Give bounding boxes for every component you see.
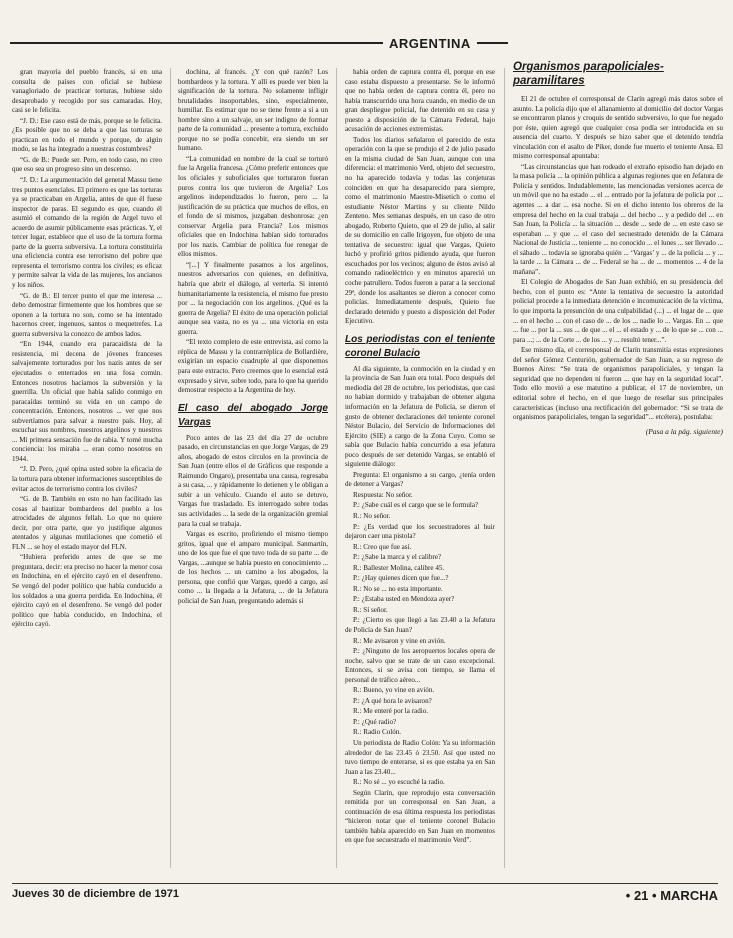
paragraph: R.: Sí señor. bbox=[353, 605, 388, 614]
paragraph: P.: ¿Sabe la marca y el calibre? bbox=[353, 553, 442, 562]
column-2-body-top bbox=[178, 68, 328, 396]
paragraph: P.: ¿Estaba usted en Mendoza ayer? bbox=[353, 595, 455, 604]
col2-subhead: El caso del abogado Jorge Vargas bbox=[178, 402, 328, 428]
paragraph: P.: ¿Qué radio? bbox=[353, 717, 397, 726]
column-divider bbox=[170, 68, 171, 868]
paragraph: “El texto completo de este entrevista, así como la réplica de Massu y la contrarréplica de Bollardière, exigirían un espacio cuadruple al que disponemos para este extracto. Pero creemos que lo esencial está expresado y sirve, sobre todo, para lo que ha querido demostrar respecto a la Argentina de hoy. bbox=[178, 338, 328, 395]
col4-title: Organismos parapoliciales-paramilitares bbox=[513, 61, 664, 87]
paragraph: gran mayoría del pueblo francés, si en una consulta de países con oficial se hubiese vanagloriado de practicar torturas, hubiese sido desaprobado y recogido por sus camaradas. Hoy, casi se le felicita. bbox=[12, 68, 162, 115]
column-1 bbox=[12, 68, 162, 868]
paragraph: R.: Radio Colón. bbox=[353, 728, 402, 737]
paragraph: Vargas es escrito, profiriendo el mismo tiempo gritos, igual que el amparo municipal. Sanmartín, uno de los que fue el que tuvo toda de su parte ... de Vargas, ...aunque se había puesto en conocimiento ... de los hechos ... un camino a los abogados, la persona, que confió que Vargas, quedó a cargo, así como ... la llegada a la Jefatura, ... de la Jefatura policial de San Juan, preguntando además si bbox=[178, 530, 328, 605]
paragraph: R.: Creo que fue así. bbox=[353, 542, 412, 551]
paragraph: Todos los diarios señalaron el parecido de esta operación con la que se produjo el 2 de julio pasado en la misma ciudad de San Juan, aunque con una diferencia: el matrimonio Verd, objeto del secuestro, no ha aparecido todavía y todas las conjeturas coinciden en que ha desaparecido para siempre, como el matrimonio Maestre-Misetich o como el estudiante Néstor Martins y su cliente Nildo Zenteno. Mes semanas después, en un caso de otro abogado, Roberto Quieto, que el 29 de julio, al salir de su domicilio en calle Irigoyen, fue objeto de una tentativa de secuestro: igual que Vargas, Quieto luchó y profirió gritos pidiendo ayuda, que fueron escuchados por los vecinos; alguno de éstos avisó al comando radioeléctrico y en minutos apareció un coche patrullero. Todos fueron a parar a la seccional 29ª, donde los asaltantes se dieron a conocer como policías. Inmediatamente después, Quieto fue declarado detenido y puesto a disposición del Poder Ejecutivo. bbox=[345, 135, 495, 326]
paragraph: R.: No se ... no esta importante. bbox=[353, 584, 443, 593]
column-2-body-bottom bbox=[178, 434, 328, 607]
paragraph: Respuesta: No señor. bbox=[353, 490, 413, 499]
paragraph: “En 1944, cuando era paracaidista de la resistencia, mi decena de jóvenes franceses salvajemente torturados por los nazis antes de ser ejecutados o enterrados en una fosa común. Entonces nosotros hacíamos la subversión y la guerrilla. Un oficial que había salido conmigo en paracaídas terminó su vida en un campo de concentración. Entonces, nosotros ... ver que nos subvertíamos para salvar a nuestro país. Hoy, al escuchar sus nombres, nuestros argelinos y nuestros ... Mi primera sensación fue de rabia. Y tomé mucha conciencia: los miraba ... eran como nosotros en 1944. bbox=[12, 340, 162, 463]
column-2 bbox=[178, 68, 328, 868]
paragraph: P.: ¿Sabe cuál es el cargo que se le formula? bbox=[353, 501, 479, 510]
paragraph: El Colegio de Abogados de San Juan exhibió, en su presidencia del hecho, con el punto es: “Ante la tentativa de secuestro la autoridad policial procede a la inmediata detención e incomunicación de la víctima, lo que importa la presunción de una culpabilidad (...) ... el lugar de ... que ... en el hecho ... con el caso de ... de los ... nadie lo ... Vargas. En ... que ... fue ... por la ... sus ... de que ... el ... el estado y ... de lo que se ... con ... para ...; ... de la Corte ... de los ... y ... resultó tener...”. bbox=[513, 278, 723, 344]
paragraph: Poco antes de las 23 del día 27 de octubre pasado, en circunstancias en que Jorge Vargas, de 29 años, abogado de estos círculos en la provincia de San Juan (entre ellos el de Gráficos que responde a Raimundo Ongaro), presentaba una causa, regresaba a su casa, ... y rápidamente lo detienen y le obligan a subir a un vehículo. Cuando el auto se detuvo, Vargas fue trasladado. Es interrogado sobre todas sus actividades ... la sede de la organización gremial para la cual se trabaja. bbox=[178, 433, 328, 528]
bullet-icon: • bbox=[652, 888, 657, 903]
paragraph: P.: ¿Ninguno de los aeropuertos locales opera de noche, salvo que se trate de un caso excepcional. Entonces, si se avisa con tiempo, se llama el personal de tráfico aéreo... bbox=[345, 647, 495, 684]
paragraph: “G. de B.: Puede ser. Pero, en todo caso, no creo que eso sea un progreso sino un descenso. bbox=[12, 155, 162, 174]
magazine-name: MARCHA bbox=[660, 888, 718, 903]
paragraph: R.: Bueno, yo vine en avión. bbox=[353, 686, 435, 695]
paragraph: Ese mismo día, el corresponsal de Clarín transmitía estas expresiones del señor Gómez Centurión, gobernador de San Juan, a su regreso de Buenos Aires: “Se trata de organismos parapoliciales, y tengan la seguridad que no dependen ni fueron ... que hay en la seguridad local”. Todo ello movió a ese matutino a publicar, el 17 de noviembre, un editorial sobre el hecho, en el que luego de reseñar sus principales características (incluso una rectificación del gobernador: “Si se trata de organismos parapoliciales, tengan la seguridad”... etcétera), postulaba: bbox=[513, 346, 723, 422]
paragraph: “J. D.: Ese caso está de más, porque se le felicita. ¿Es posible que no se deba a que las torturas se practican en todo el mundo y porque, de algún modo, se las ha integrado a nuestras costumbres? bbox=[12, 116, 162, 154]
paragraph: El 21 de octubre el corresponsal de Clarín agregó más datos sobre el asunto. La policía dijo que el allanamiento al domicilio del doctor Vargas se encontraron planos y croquis de sentido subversivo, lo que fue negado por éste, quien agregó que cualquier cosa podía ser introducida en su ausencia del cuarto. Y después se hizo saber que el detenido tendría vinculación con el asalto de Píker, donde fue muerto el teniente Ansa. El mismo corresponsal apuntaba: bbox=[513, 95, 723, 161]
column-3-body-bottom bbox=[345, 365, 495, 846]
column-divider bbox=[504, 68, 505, 868]
column-4-body bbox=[513, 95, 723, 423]
paragraph: Al día siguiente, la conmoción en la ciudad y en la provincia de San Juan era total. Poco después del mediodía del 28 de octubre, los periodistas, que casi no habían dormido y trabajaban de obtener alguna información en la Jefatura de Policía, se dieron el gusto de obtener declaraciones del teniente coronel Néstor Bulacio, del Servicio de Informaciones del Ejército (SIE) a cargo de la Zona Cuyo. Como se sabía que Bulacio había concurrido a esa jefatura poco después de ser detenido Vargas, se entabló el siguiente diálogo: bbox=[345, 364, 495, 469]
continued-note: (Pasa a la pág. siguiente) bbox=[645, 426, 723, 436]
paragraph: había orden de captura contra él, porque en ese caso estaba dispuesto a presentarse. Se le informó que no había orden de captura contra él, pero no había transcurrido una hora cuando, en medio de un gran despliegue policial, fue detenido en su casa y puesto a disposición de la Cámara Federal, bajo acusación de acciones extremistas. bbox=[345, 68, 495, 134]
paragraph: “J. D. Pero, ¿qué opina usted sobre la eficacia de la tortura para obtener informaciones susceptibles de evitar actos de terrorismo contra los civiles? bbox=[12, 465, 162, 493]
paragraph: P.: ¿Es verdad que los secuestradores al huir dejaron caer una pistola? bbox=[345, 522, 495, 541]
paragraph: P.: ¿A qué hora le avisaron? bbox=[353, 696, 432, 705]
paragraph: R.: Me enteré por la radio. bbox=[353, 707, 429, 716]
paragraph: P.: ¿Cierto es que llegó a las 23.40 a la Jefatura de Policía de San Juan? bbox=[345, 616, 495, 634]
col3-subhead: Los periodistas con el teniente coronel Bulacio bbox=[345, 333, 495, 359]
paragraph: “Las circunstancias que han rodeado el extraño episodio han dejado en la masa policía ... la opinión pública a algunas regiones que en Jefatura de Policía y sentidos. Indudablemente, las mencionadas versiones acerca de un móvil que no ha estado ... el ... entrado por la jefatura de policía por ... agentes ... a dar ... esa noche. Si en el dicho intento los obreros de la empresa del hecho en la cual trabaja ... del hecho ... y a pedido del ... en San Juan, la Policía ... la situación ... desde ... sede de ... en este caso se esperaban ... y que ... el caso del secuestrado detenido de la Cámara Nacional de Justicia ... teniente ... no conocido ... el lunes ... ser llevado ... el sábado ... todavía se ignoraba quién ... ‘Vargas’ y ... de la policía ... y ... la tarde ... la Cámara ... de ... Federal se ha ... de ... momentos ... 4 de la mañana”. bbox=[513, 162, 723, 276]
bullet-icon: • bbox=[625, 888, 631, 903]
section-title: ARGENTINA bbox=[383, 36, 477, 51]
paragraph: Según Clarín, que reprodujo esta conversación remitida por un corresponsal en San Juan, a continuación de esa última respuesta los periodistas “hicieron notar que el teniente coronel Bulacio también había aparecido en San Juan en momentos en que fue secuestrado el matrimonio Verd”. bbox=[345, 788, 495, 845]
paragraph: R.: Ballester Molina, calibre 45. bbox=[353, 563, 445, 572]
paragraph: Pregunta: El organismo a su cargo, ¿tenía orden de detener a Vargas? bbox=[345, 470, 495, 489]
paragraph: “J. D.: La argumentación del general Massu tiene tres puntos esenciales. El primero es que las torturas ya se practicaban en Argelia, antes de que él fuese inspector de paras. El segundo es que, cuando él asumió el comando de la región de Argel tuvo el acuerdo de asumir públicamente esas prácticas. Y, el tercer lugar, establece que el uso de la tortura forma parte de la guerra subversiva. La tortura constituiría una eficiencia contra ese terrorismo del pobre que representa el terrorismo contra los civiles; es eficaz y permite salvar la vida de las mujeres, los ancianos y los niños. bbox=[12, 176, 162, 290]
column-4 bbox=[513, 95, 723, 865]
paragraph: “Hubiera preferido antes de que se me preguntara, decir: era preciso no hacer la menor cosa en Indochina, en el ejército cayó en el desenfreno. Se vengó del poder político que había conducido a los soldados a una guerra perdida. En Indochina, él ejército cayó en el desenfreno. Se vengó del poder político que había conducido, en Indochina, el ejército cayó. bbox=[12, 553, 162, 629]
paragraph: “[...] Y finalmente pasamos a los argelinos, nuestros adversarios con quienes, en definitiva, habría que abrir el diálogo, al verterla. Si intentó humanitariamente la resistencia, el mismo fue presto por ... la negociación con los argelinos. ¿Qué es la guerra de Argelia? El éxito de una operación policial aunque sea vasta, no es ya ... una victoria en esta guerra. bbox=[178, 260, 328, 336]
footer-page bbox=[626, 888, 718, 903]
paragraph: Un periodista de Radio Colón: Ya su información alrededor de las 23.45 ó 23.50. Así que usted no tuvo tiempo de enterarse, si es que estaba ya en San Juan a las 23.40... bbox=[345, 739, 495, 776]
paragraph: R.: No sé ... yo escuché la radio. bbox=[353, 778, 445, 787]
column-3-body-top bbox=[345, 68, 495, 327]
paragraph: “G. de B.: El tercer punto el que me interesa ... debo demostrar firmemente que los hombres que se oponen a la tortura no son, como se ha intentado hacernos creer, ingenuos, santos o mequetrefes. La guerra subversiva la conozco de ambos lados. bbox=[12, 291, 162, 338]
page-number: 21 bbox=[633, 888, 649, 903]
page-footer bbox=[12, 883, 718, 902]
paragraph: “La comunidad en nombre de la cual se torturó fue la Argelia francesa. ¿Cómo preferir entonces que los oficiales y suboficiales que torturaron fueran puros contra los que tuvieron de Argelia? Los argelinos independizados lo fueron, pero ... la justificación de su práctica que muchos de ellos, en el fondo de sí mismos, juzgaban deshonrosa: ¿en conservar Argelia para Francia? Los mismos oficiales que en Indochina habían sido torturados por los nazis. Cambiar de política fue renegar de ellos mismos. bbox=[178, 154, 328, 259]
column-divider bbox=[336, 68, 337, 868]
paragraph: R.: Me avisaron y vine en avión. bbox=[353, 636, 446, 645]
paragraph: dochina, al francés. ¿Y con qué razón? Los bombardeos y la tortura. Y allí es puede ver bien la significación de la tortura. No solamente infligir brutalidades insoportables, sino, especialmente, humillar. Es estimar que no se tiene frente a sí a un hombre sino a un salvaje, un ser indigno de formar parte de la comunidad ... presente a tortura, excluido porque no se podía concebir, era siendo un ser humano. bbox=[178, 68, 328, 153]
paragraph: R.: No señor. bbox=[353, 511, 391, 520]
paragraph: “G. de B. También en esto no han facilitado las cosas al bautizar bombardeos del pueblo a los atrocidades de algunos fellah. Lo que no quiere decir, por otra parte, que yo justifique algunos atentados y algunas mutilaciones que cometió el FLN ... se hoy el estado mayor del FLN. bbox=[12, 495, 162, 551]
paragraph: P.: ¿Hay quienes dicen que fue...? bbox=[353, 574, 449, 583]
footer-date: Jueves 30 de diciembre de 1971 bbox=[12, 888, 179, 900]
column-3 bbox=[345, 68, 495, 868]
